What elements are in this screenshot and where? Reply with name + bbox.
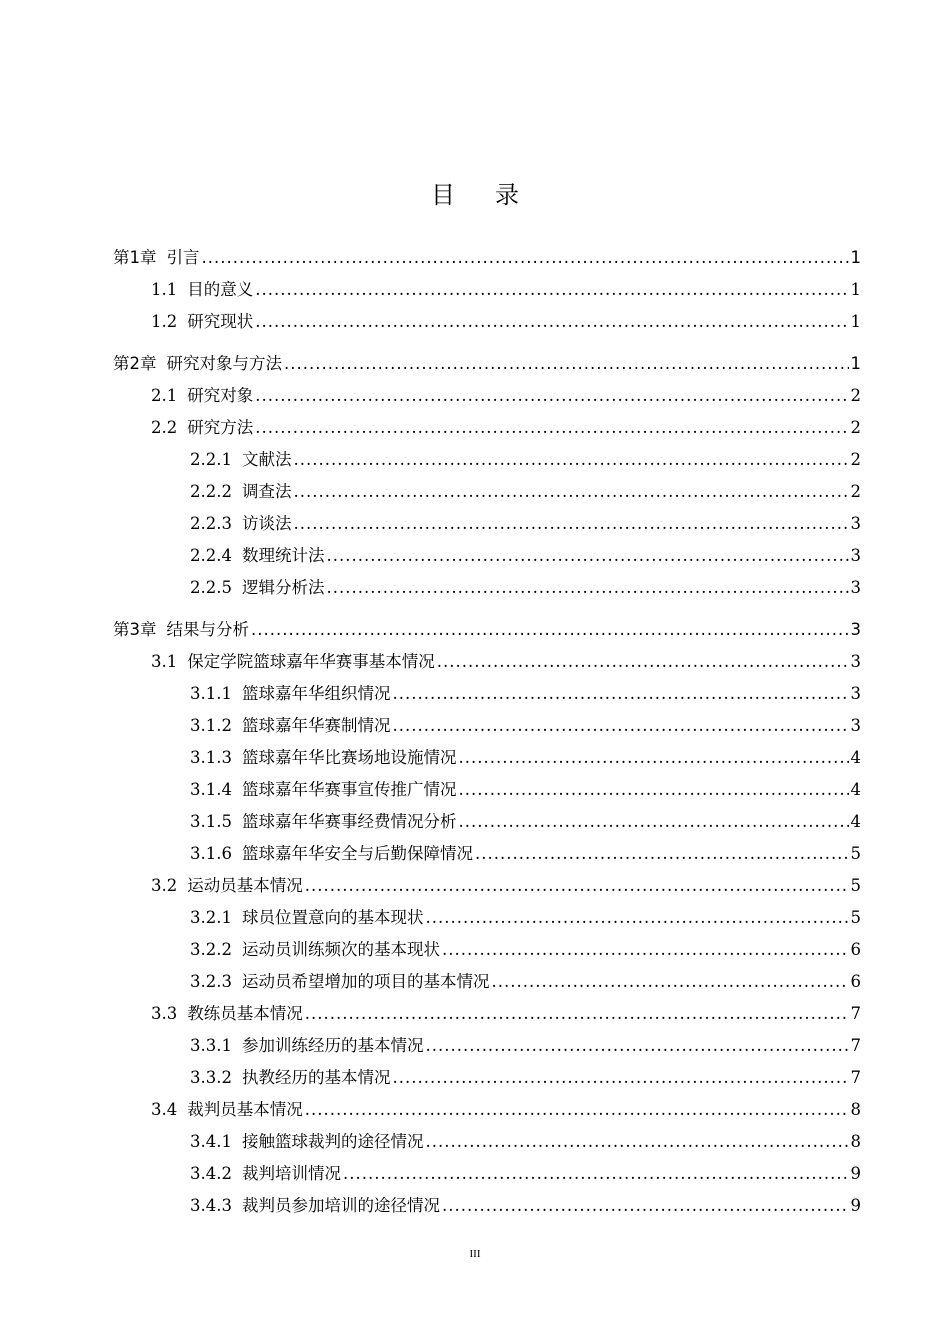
toc-entry-number: 3.2.1 (190, 908, 232, 927)
toc-entry-title: 运动员希望增加的项目的基本情况 (241, 972, 490, 991)
toc-dot-leader (392, 678, 848, 710)
toc-entry[interactable] (113, 242, 861, 274)
toc-dot-leader (326, 540, 848, 572)
toc-entry-page: 2 (850, 418, 861, 437)
toc-entry[interactable] (113, 508, 861, 540)
page-number: III (469, 1248, 481, 1260)
toc-entry-page: 4 (850, 748, 861, 767)
toc-entry-page: 3 (850, 514, 861, 533)
toc-entry-number: 第1章 (113, 248, 157, 267)
toc-entry-page: 2 (850, 450, 861, 469)
toc-dot-leader (293, 444, 848, 476)
toc-entry[interactable] (113, 902, 861, 934)
toc-entry-page: 6 (850, 972, 861, 991)
toc-entry[interactable] (113, 412, 861, 444)
toc-entry-page: 3 (850, 546, 861, 565)
toc-entry-title: 篮球嘉年华安全与后勤保障情况 (241, 844, 473, 863)
toc-entry[interactable] (113, 774, 861, 806)
toc-entry-page: 7 (850, 1004, 861, 1023)
toc-entry-page: 7 (850, 1068, 861, 1087)
toc-entry-number: 2.2.3 (190, 514, 232, 533)
toc-entry[interactable] (113, 444, 861, 476)
toc-entry-number: 3.2 (151, 876, 178, 895)
toc-entry[interactable] (113, 348, 861, 380)
toc-dot-leader (326, 572, 848, 604)
toc-entry-page: 1 (850, 354, 861, 373)
toc-dot-leader (293, 508, 848, 540)
toc-entry-page: 7 (850, 1036, 861, 1055)
page-title-char-1: 目 (431, 181, 495, 209)
toc-entry-page: 3 (850, 620, 861, 639)
toc-entry-page: 4 (850, 780, 861, 799)
toc-entry[interactable] (113, 306, 861, 338)
toc-entry[interactable] (113, 998, 861, 1030)
toc-entry-number: 3.4.2 (190, 1164, 232, 1183)
toc-entry-number: 1.2 (151, 312, 178, 331)
toc-entry[interactable] (113, 870, 861, 902)
toc-entry-number: 3.1.6 (190, 844, 232, 863)
toc-dot-leader (458, 806, 848, 838)
toc-entry-number: 第2章 (113, 354, 157, 373)
toc-dot-leader (255, 380, 848, 412)
toc-dot-leader (437, 646, 849, 678)
toc-dot-leader (458, 774, 848, 806)
toc-entry[interactable] (113, 274, 861, 306)
toc-entry-title: 篮球嘉年华赛事经费情况分析 (241, 812, 457, 831)
toc-entry-page: 3 (850, 716, 861, 735)
toc-entry-page: 5 (850, 876, 861, 895)
page-title (0, 178, 950, 212)
toc-entry-number: 第3章 (113, 620, 157, 639)
toc-entry[interactable] (113, 678, 861, 710)
toc-entry-title: 研究现状 (187, 312, 254, 331)
toc-entry[interactable] (113, 838, 861, 870)
toc-dot-leader (425, 902, 848, 934)
toc-entry[interactable] (113, 476, 861, 508)
toc-entry-page: 5 (850, 908, 861, 927)
toc-entry-page: 8 (850, 1100, 861, 1119)
toc-entry-title: 篮球嘉年华组织情况 (241, 684, 391, 703)
toc-entry-page: 1 (850, 280, 861, 299)
toc-dot-leader (305, 1094, 849, 1126)
toc-entry-number: 3.3 (151, 1004, 178, 1023)
toc-entry-page: 9 (850, 1164, 861, 1183)
toc-entry-page: 8 (850, 1132, 861, 1151)
toc-entry-page: 2 (850, 386, 861, 405)
toc-entry-number: 3.1 (151, 652, 178, 671)
toc-entry-title: 文献法 (241, 450, 292, 469)
toc-entry-number: 2.2 (151, 418, 178, 437)
toc-entry[interactable] (113, 380, 861, 412)
toc-dot-leader (284, 348, 849, 380)
toc-entry-page: 1 (850, 312, 861, 331)
toc-dot-leader (392, 1062, 848, 1094)
toc-dot-leader (475, 838, 849, 870)
toc-entry-page: 6 (850, 940, 861, 959)
toc-entry-title: 逻辑分析法 (241, 578, 325, 597)
toc-entry-page: 3 (850, 652, 861, 671)
toc-entry[interactable] (113, 742, 861, 774)
toc-entry-title: 裁判培训情况 (241, 1164, 341, 1183)
toc-entry-title: 研究对象与方法 (166, 354, 282, 373)
toc-entry-number: 2.2.2 (190, 482, 232, 501)
toc-dot-leader (442, 934, 849, 966)
toc-dot-leader (442, 1190, 849, 1222)
toc-entry-page: 2 (850, 482, 861, 501)
toc-entry-number: 2.2.5 (190, 578, 232, 597)
toc-entry[interactable] (113, 966, 861, 998)
toc-entry-page: 3 (850, 578, 861, 597)
toc-dot-leader (305, 870, 849, 902)
toc-entry-title: 接触篮球裁判的途径情况 (241, 1132, 424, 1151)
toc-entry-title: 运动员基本情况 (187, 876, 303, 895)
toc-dot-leader (458, 742, 848, 774)
toc-entry-title: 访谈法 (241, 514, 292, 533)
toc-dot-leader (491, 966, 848, 998)
toc-entry[interactable] (113, 1190, 861, 1222)
toc-entry-number: 3.1.4 (190, 780, 232, 799)
toc-entry-title: 篮球嘉年华比赛场地设施情况 (241, 748, 457, 767)
toc-entry[interactable] (113, 710, 861, 742)
toc-entry-number: 3.2.2 (190, 940, 232, 959)
toc-entry[interactable] (113, 934, 861, 966)
toc-entry-number: 2.1 (151, 386, 178, 405)
toc-entry-title: 裁判员参加培训的途径情况 (241, 1196, 440, 1215)
toc-entry-title: 结果与分析 (166, 620, 249, 639)
toc-dot-leader (255, 274, 848, 306)
toc-entry[interactable] (113, 1094, 861, 1126)
toc-dot-leader (305, 998, 849, 1030)
toc-entry[interactable] (113, 646, 861, 678)
toc-entry-number: 3.1.3 (190, 748, 232, 767)
toc-entry-title: 裁判员基本情况 (187, 1100, 303, 1119)
toc-entry-title: 教练员基本情况 (187, 1004, 303, 1023)
toc-dot-leader (392, 710, 848, 742)
page-footer (0, 1248, 950, 1260)
toc-entry-number: 3.4 (151, 1100, 178, 1119)
toc-entry-title: 保定学院篮球嘉年华赛事基本情况 (187, 652, 435, 671)
toc-entry-number: 3.3.2 (190, 1068, 232, 1087)
page-title-char-2: 录 (495, 181, 559, 209)
toc-entry[interactable] (113, 1126, 861, 1158)
toc-entry-title: 参加训练经历的基本情况 (241, 1036, 424, 1055)
toc-dot-leader (255, 412, 848, 444)
toc-entry[interactable] (113, 1030, 861, 1062)
toc-entry-number: 3.3.1 (190, 1036, 232, 1055)
toc-dot-leader (425, 1126, 848, 1158)
toc-entry-page: 4 (850, 812, 861, 831)
toc-entry-title: 执教经历的基本情况 (241, 1068, 391, 1087)
toc-dot-leader (343, 1158, 849, 1190)
toc-entry-number: 2.2.1 (190, 450, 232, 469)
toc-entry-page: 3 (850, 684, 861, 703)
toc-entry-number: 3.1.2 (190, 716, 232, 735)
toc-dot-leader (255, 306, 848, 338)
toc-entry-title: 目的意义 (187, 280, 254, 299)
toc-entry-number: 3.4.1 (190, 1132, 232, 1151)
toc-entry-number: 2.2.4 (190, 546, 232, 565)
toc-entry-number: 3.1.1 (190, 684, 232, 703)
toc-entry[interactable] (113, 1158, 861, 1190)
toc-entry-number: 3.1.5 (190, 812, 232, 831)
toc-entry-title: 研究方法 (187, 418, 254, 437)
toc-entry-title: 篮球嘉年华赛事宣传推广情况 (241, 780, 457, 799)
toc-entry-page: 1 (850, 248, 861, 267)
toc-entry-title: 调查法 (241, 482, 292, 501)
toc-entry[interactable] (113, 572, 861, 604)
toc-entry-title: 运动员训练频次的基本现状 (241, 940, 440, 959)
toc-entry[interactable] (113, 1062, 861, 1094)
toc-entry-number: 3.4.3 (190, 1196, 232, 1215)
toc-entry-page: 9 (850, 1196, 861, 1215)
toc-dot-leader (293, 476, 848, 508)
toc-entry-number: 1.1 (151, 280, 178, 299)
toc-entry-page: 5 (850, 844, 861, 863)
toc-dot-leader (425, 1030, 848, 1062)
toc-entry-number: 3.2.3 (190, 972, 232, 991)
toc-entry-title: 数理统计法 (241, 546, 325, 565)
toc-entry-title: 球员位置意向的基本现状 (241, 908, 424, 927)
toc-entry[interactable] (113, 614, 861, 646)
toc-entry-title: 引言 (166, 248, 200, 267)
toc-entry-title: 研究对象 (187, 386, 254, 405)
toc-entry[interactable] (113, 540, 861, 572)
toc-dot-leader (202, 242, 849, 274)
toc-entry[interactable] (113, 806, 861, 838)
toc-dot-leader (251, 614, 849, 646)
toc-entry-title: 篮球嘉年华赛制情况 (241, 716, 391, 735)
table-of-contents (113, 242, 861, 1222)
